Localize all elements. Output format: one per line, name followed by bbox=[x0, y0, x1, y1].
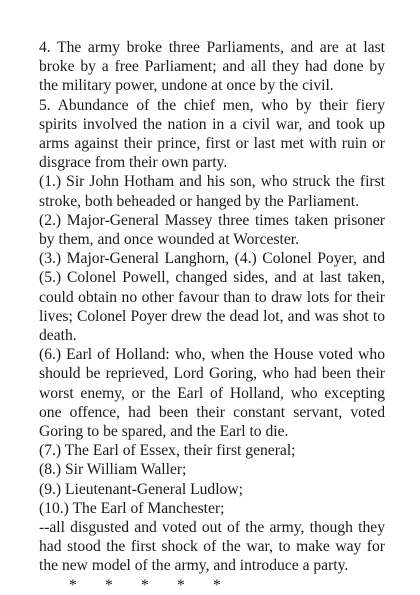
document-page bbox=[39, 38, 385, 595]
separator-star: * bbox=[213, 576, 221, 594]
closing-paragraph: --all disgusted and voted out of the army, though they had stood the first shock of the war, to make way for the new model of the army, and introduce a party. bbox=[39, 519, 385, 575]
list-item-waller: (8.) Sir William Waller; bbox=[39, 461, 187, 479]
list-item-essex: (7.) The Earl of Essex, their first general; bbox=[39, 442, 296, 460]
separator-star: * bbox=[105, 576, 113, 594]
list-item-manchester: (10.) The Earl of Manchester; bbox=[39, 499, 225, 517]
separator-star: * bbox=[69, 576, 77, 594]
separator-star: * bbox=[141, 576, 149, 594]
paragraph-4: 4. The army broke three Parliaments, and are at last broke by a free Parliament; and all they had done by the military power, undone at once by the civil. bbox=[39, 39, 385, 95]
list-item-hotham: (1.) Sir John Hotham and his son, who struck the first stroke, both beheaded or hanged by the Parliament. bbox=[39, 173, 385, 210]
list-item-langhorn-poyer-powell: (3.) Major-General Langhorn, (4.) Colonel Poyer, and (5.) Colonel Powell, changed sides, and at last taken, could obtain no other favour than to draw lots for their lives; Colonel Poyer drew the dead lot, and was shot to death. bbox=[39, 250, 385, 345]
list-item-massey: (2.) Major-General Massey three times taken prisoner by them, and once wounded at Worcester. bbox=[39, 211, 385, 249]
list-item-holland: (6.) Earl of Holland: who, when the House voted who should be reprieved, Lord Goring, who had been their worst enemy, or the Earl of Holland, who excepting one offence, had been their constant servant, voted Goring to be spared, and the Earl to die. bbox=[39, 346, 385, 441]
paragraph-5: 5. Abundance of the chief men, who by their fiery spirits involved the nation in a civil war, and took up arms against their prince, first or last met with ruin or disgrace from their own party. bbox=[39, 96, 385, 172]
section-separator bbox=[39, 576, 385, 595]
separator-star: * bbox=[177, 576, 185, 594]
list-item-ludlow: (9.) Lieutenant-General Ludlow; bbox=[39, 480, 243, 498]
